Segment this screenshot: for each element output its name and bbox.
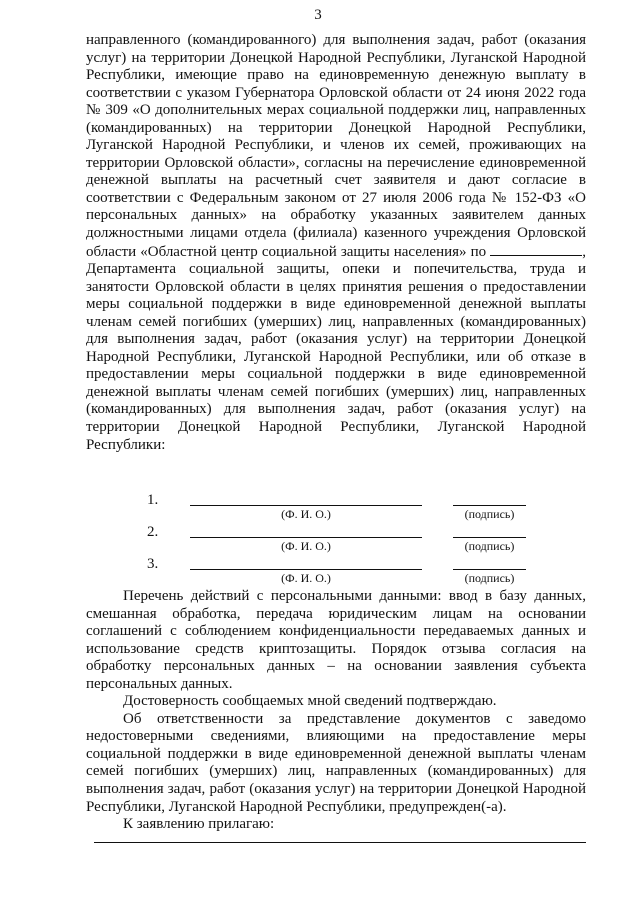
signature-line[interactable] [453, 505, 526, 506]
attachments-paragraph: К заявлению прилагаю: [123, 816, 275, 833]
consent-paragraph-end: , Департамента социальной защиты, опеки и попечительства, труда и занятости Орловской области в целях принятия решения о предоставлении меры социальной поддержки в виде единовременной денежной выплаты членам семей погибших (умерших) лиц, направленных (командированных) для выполнения задач, работ (оказания услуг) на территории Донецкой Народной Республики, Луганской Народной Республики, или об отказе в предоставлении меры социальной поддержки в виде единовременной денежной выплаты членам семей погибших (умерших) лиц, направленных (командированных) для выполнения задач, работ (оказания услуг) на территории Донецкой Народной Республики, Луганской Народной Республики: [86, 243, 586, 453]
signature-line[interactable] [453, 537, 526, 538]
page-number: 3 [314, 7, 322, 23]
attachments-fill-line[interactable] [94, 842, 586, 843]
signature-line[interactable] [453, 569, 526, 570]
signature-row-number: 2. [147, 524, 159, 540]
responsibility-paragraph: Об ответственности за представление документов с заведомо недостоверными сведениями, влияющими на предоставление меры социальной поддержки в виде единовременной денежной выплаты членам семей погибших (умерших) лиц, направленных (командированных) для выполнения задач, работ (оказания услуг) на территории Донецкой Народной Республики, Луганской Народной Республики, предупрежден(-а). [86, 710, 586, 815]
full-name-line[interactable] [190, 537, 422, 538]
full-name-caption: (Ф. И. О.) [281, 507, 331, 521]
full-name-line[interactable] [190, 505, 422, 506]
consent-paragraph [86, 32, 586, 454]
signature-caption: (подпись) [464, 539, 515, 553]
full-name-caption: (Ф. И. О.) [281, 539, 331, 553]
full-name-line[interactable] [190, 569, 422, 570]
signature-row-number: 1. [147, 492, 159, 508]
signature-caption: (подпись) [464, 507, 515, 521]
signature-row-3 [0, 556, 636, 592]
reliability-paragraph: Достоверность сообщаемых мной сведений подтверждаю. [123, 693, 497, 710]
data-processing-paragraph: Перечень действий с персональными данными: ввод в базу данных, смешанная обработка, передача юридическим лицам на основании соглашений с соблюдением конфиденциальности передаваемых данных и использование средств криптозащиты. Порядок отзыва согласия на обработку персональных данных – на основании заявления субъекта персональных данных. [86, 588, 586, 692]
full-name-caption: (Ф. И. О.) [281, 571, 331, 585]
signature-caption: (подпись) [464, 571, 515, 585]
signature-row-1 [0, 492, 636, 528]
consent-text-block [86, 32, 586, 454]
department-blank-field[interactable] [490, 243, 582, 256]
signature-row-2 [0, 524, 636, 560]
declarations-text-block [86, 588, 586, 834]
consent-paragraph-start: направленного (командированного) для выполнения задач, работ (оказания услуг) на территории Донецкой Народной Республики, Луганской Народной Республики, имеющие право на единовременную денежную выплату в соответствии с указом Губернатора Орловской области от 24 июня 2022 года № 309 «О дополнительных мерах социальной поддержки лиц, направленных (командированных) на территории Донецкой Народной Республики, Луганской Народной Республики, и членов их семей, проживающих на территории Орловской области», согласны на перечисление единовременной денежной выплаты на расчетный счет заявителя и дают согласие в соответствии с Федеральным законом от 27 июля 2006 года № 152-ФЗ «О персональных данных» на обработку указанных заявителем данных должностными лицами отдела (филиала) казенного учреждения Орловской области «Областной центр социальной защиты населения» по [86, 32, 586, 260]
signature-row-number: 3. [147, 556, 159, 572]
